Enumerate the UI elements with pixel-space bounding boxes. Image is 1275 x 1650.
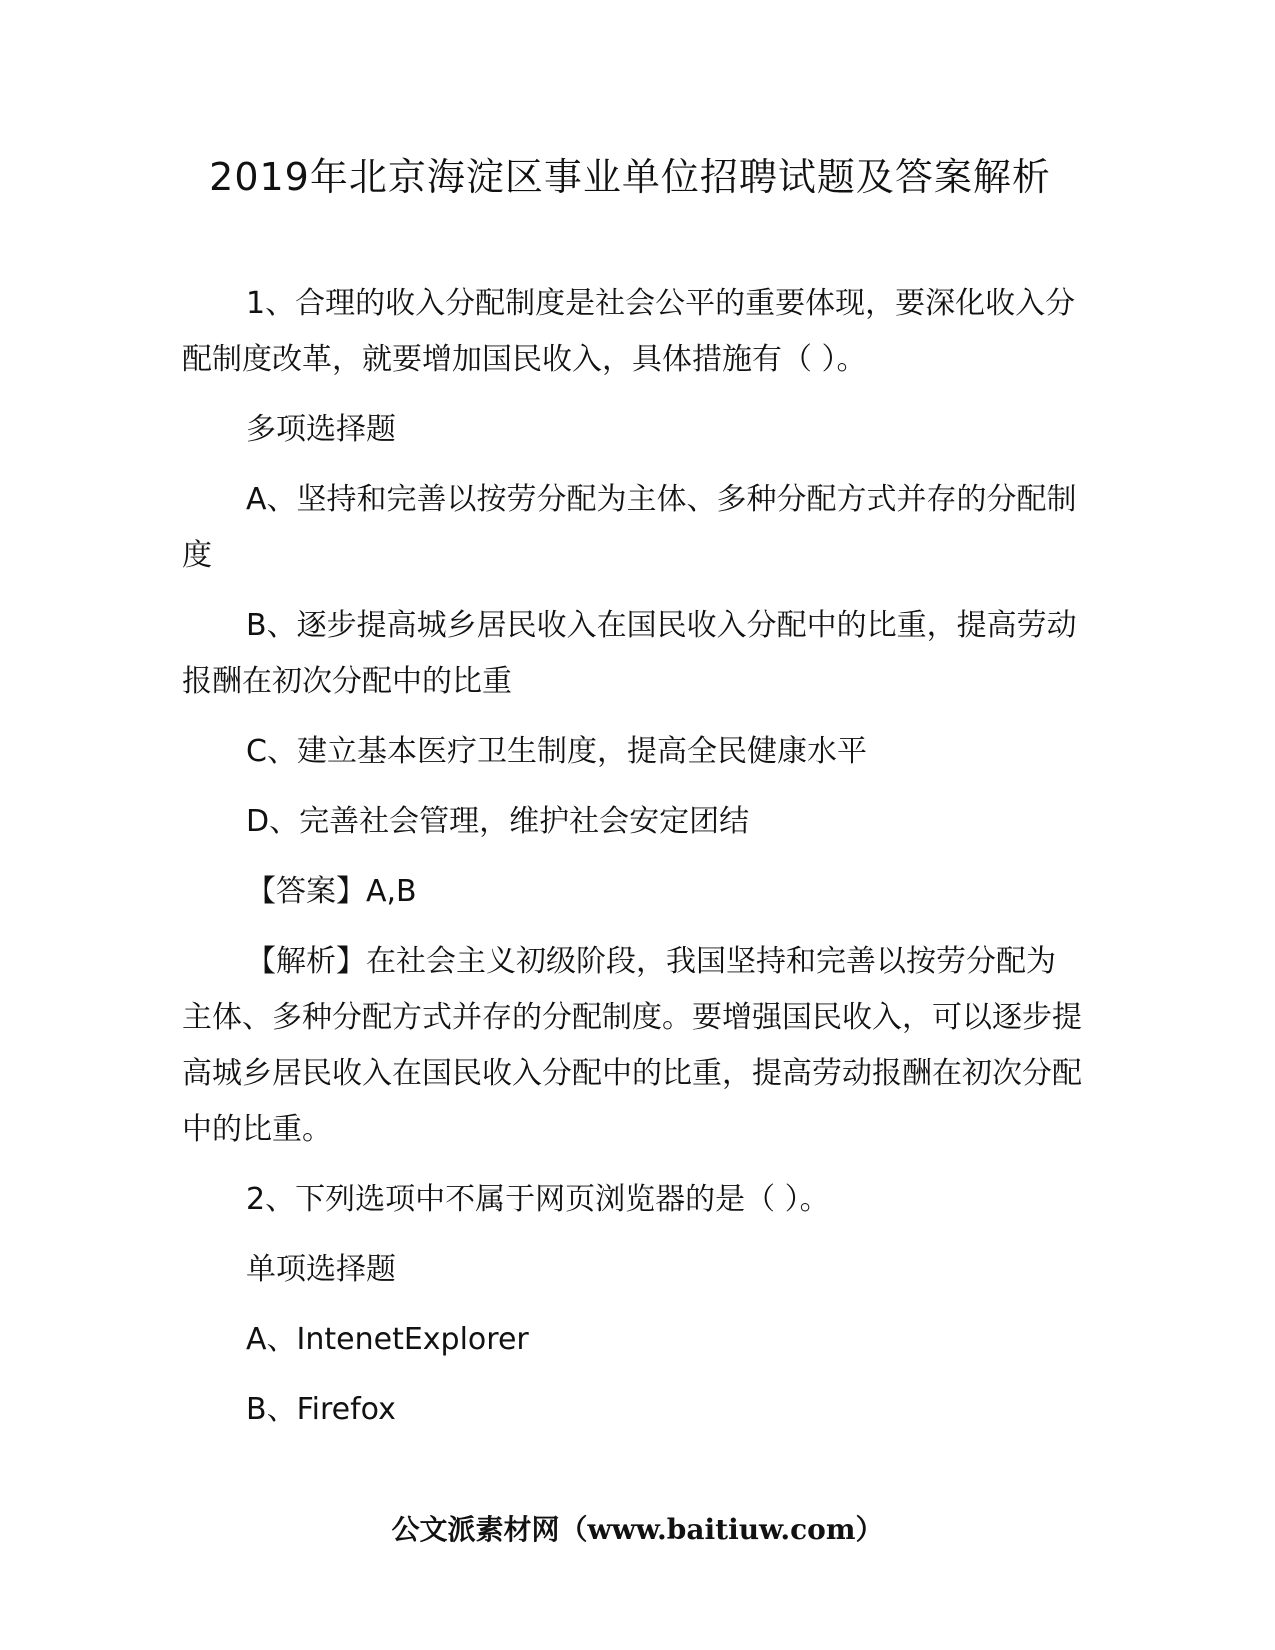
question-1-stem: 1、合理的收入分配制度是社会公平的重要体现，要深化收入分配制度改革，就要增加国民收入，具体措施有（ ）。 [182,286,1076,377]
question-1-answer: 【答案】A,B [246,874,417,909]
footer-watermark: 公文派素材网（www.baitiuw.com） [391,1513,884,1546]
question-1-option-a: A、坚持和完善以按劳分配为主体、多种分配方式并存的分配制度 [182,482,1077,573]
question-1-option-d: D、完善社会管理，维护社会安定团结 [246,804,750,839]
question-2-type: 单项选择题 [246,1252,396,1287]
document-body [182,276,1082,1452]
question-1-type: 多项选择题 [246,412,396,447]
document-title: 2019年北京海淀区事业单位招聘试题及答案解析 [209,155,1051,199]
question-1-analysis: 【解析】在社会主义初级阶段，我国坚持和完善以按劳分配为主体、多种分配方式并存的分配制度。要增强国民收入，可以逐步提高城乡居民收入在国民收入分配中的比重，提高劳动报酬在初次分配中的比重。 [182,944,1082,1147]
question-1-option-b: B、逐步提高城乡居民收入在国民收入分配中的比重，提高劳动报酬在初次分配中的比重 [182,608,1077,699]
question-1-option-c: C、建立基本医疗卫生制度，提高全民健康水平 [246,734,867,769]
question-2-option-b: B、Firefox [246,1392,396,1427]
question-2-stem: 2、下列选项中不属于网页浏览器的是（ ）。 [246,1182,830,1217]
question-2-option-a: A、IntenetExplorer [246,1322,529,1357]
